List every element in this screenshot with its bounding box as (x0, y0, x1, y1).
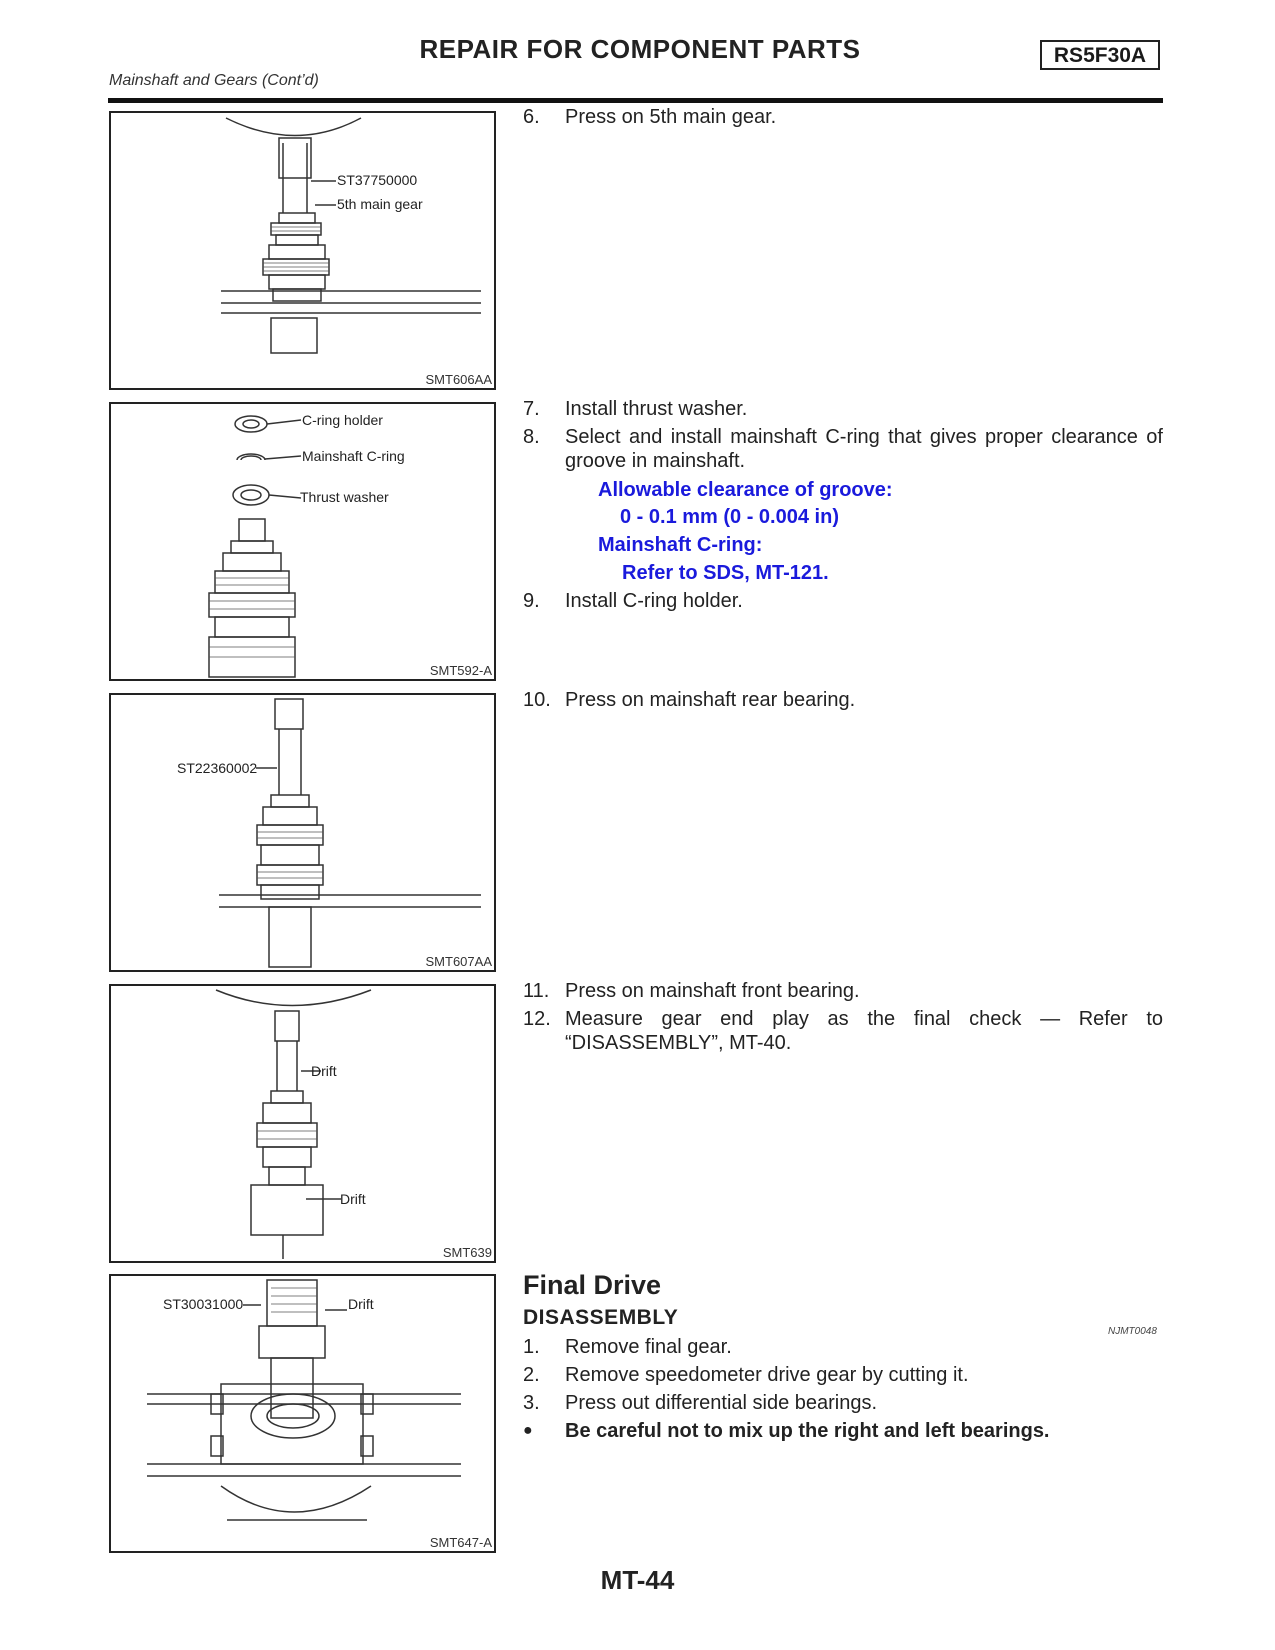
step-text: Remove final gear. (565, 1336, 732, 1358)
spec-cring-label: Mainshaft C-ring: (598, 534, 763, 556)
figure-label-st22360002: ST22360002 (177, 760, 258, 776)
step-text: Press on 5th main gear. (565, 106, 777, 128)
figure-caption: SMT647-A (429, 1535, 492, 1550)
figure-caption: SMT592-A (429, 663, 492, 678)
figure-label-5th-main-gear: 5th main gear (337, 196, 423, 212)
step-text: Remove speedometer drive gear by cutting it. (565, 1364, 969, 1386)
figure-caption: SMT639 (442, 1245, 492, 1260)
page-number: MT-44 (600, 1565, 675, 1595)
step-text: Measure gear end play as the final check — Refer to “DISASSEMBLY”, MT-40. (565, 1008, 1163, 1054)
step-text: Select and install mainshaft C-ring that gives proper clearance of groove in mainshaft. (565, 426, 1163, 472)
figure-caption: SMT607AA (425, 954, 492, 969)
step-text: Install thrust washer. (565, 398, 748, 420)
step-text: Press on mainshaft rear bearing. (565, 689, 856, 711)
step-number: 10. (523, 689, 551, 711)
figure-differential-bearing-press (109, 1274, 496, 1553)
step-10 (523, 688, 1163, 712)
page-title: REPAIR FOR COMPONENT PARTS (419, 34, 861, 64)
figure-caption: SMT606AA (425, 372, 492, 387)
bullet-icon: ● (523, 1422, 533, 1439)
step-12 (523, 1007, 1163, 1055)
final-drive-step-2 (523, 1363, 1163, 1387)
figure-rear-bearing-press (109, 693, 496, 972)
figure-label-st30031000: ST30031000 (163, 1296, 244, 1312)
step-8 (523, 425, 1163, 473)
step-number: 9. (523, 590, 540, 612)
step-number: 7. (523, 398, 540, 420)
step-number: 12. (523, 1008, 551, 1030)
final-drive-step-3 (523, 1391, 1163, 1415)
front-bearing-press-illustration (111, 986, 494, 1261)
figure-c-ring-install (109, 402, 496, 681)
section-heading-final-drive: Final Drive (523, 1270, 662, 1300)
spec-cring-value: Refer to SDS, MT-121. (622, 562, 829, 584)
step-number: 3. (523, 1392, 540, 1414)
figure-label-c-ring-holder: C-ring holder (302, 412, 383, 428)
step-6 (523, 105, 1163, 129)
spec-clearance-value: 0 - 0.1 mm (0 - 0.004 in) (620, 506, 839, 528)
figure-label-drift: Drift (348, 1296, 374, 1312)
caution-text: Be careful not to mix up the right and left bearings. (565, 1420, 1050, 1442)
step-text: Press on mainshaft front bearing. (565, 980, 860, 1002)
differential-press-illustration (111, 1276, 494, 1551)
step-number: 11. (523, 980, 550, 1002)
c-ring-exploded-illustration (111, 404, 494, 679)
model-code-badge: RS5F30A (1040, 40, 1160, 70)
section-subtitle: Mainshaft and Gears (Cont’d) (109, 72, 319, 89)
figure-label-drift-upper: Drift (311, 1063, 337, 1079)
step-number: 8. (523, 426, 540, 448)
step-text: Install C-ring holder. (565, 590, 743, 612)
figure-front-bearing-press (109, 984, 496, 1263)
rear-bearing-press-illustration (111, 695, 494, 970)
step-text: Press out differential side bearings. (565, 1392, 878, 1414)
spec-clearance-label: Allowable clearance of groove: (598, 479, 893, 501)
caution-bullet (523, 1419, 1163, 1443)
figure-label-st37750000: ST37750000 (337, 172, 418, 188)
header-rule (108, 98, 1163, 103)
reference-code: NJMT0048 (1108, 1326, 1157, 1337)
step-number: 2. (523, 1364, 540, 1386)
final-drive-step-1 (523, 1335, 1163, 1359)
step-9 (523, 589, 1163, 613)
figure-label-drift-lower: Drift (340, 1191, 366, 1207)
step-11 (523, 979, 1163, 1003)
figure-label-thrust-washer: Thrust washer (300, 489, 389, 505)
step-number: 6. (523, 106, 540, 128)
press-5th-gear-illustration (111, 113, 494, 388)
step-number: 1. (523, 1336, 540, 1358)
step-7 (523, 397, 1163, 421)
subheading-disassembly: DISASSEMBLY (523, 1306, 679, 1329)
figure-5th-main-gear-press (109, 111, 496, 390)
figure-label-mainshaft-c-ring: Mainshaft C-ring (302, 448, 405, 464)
